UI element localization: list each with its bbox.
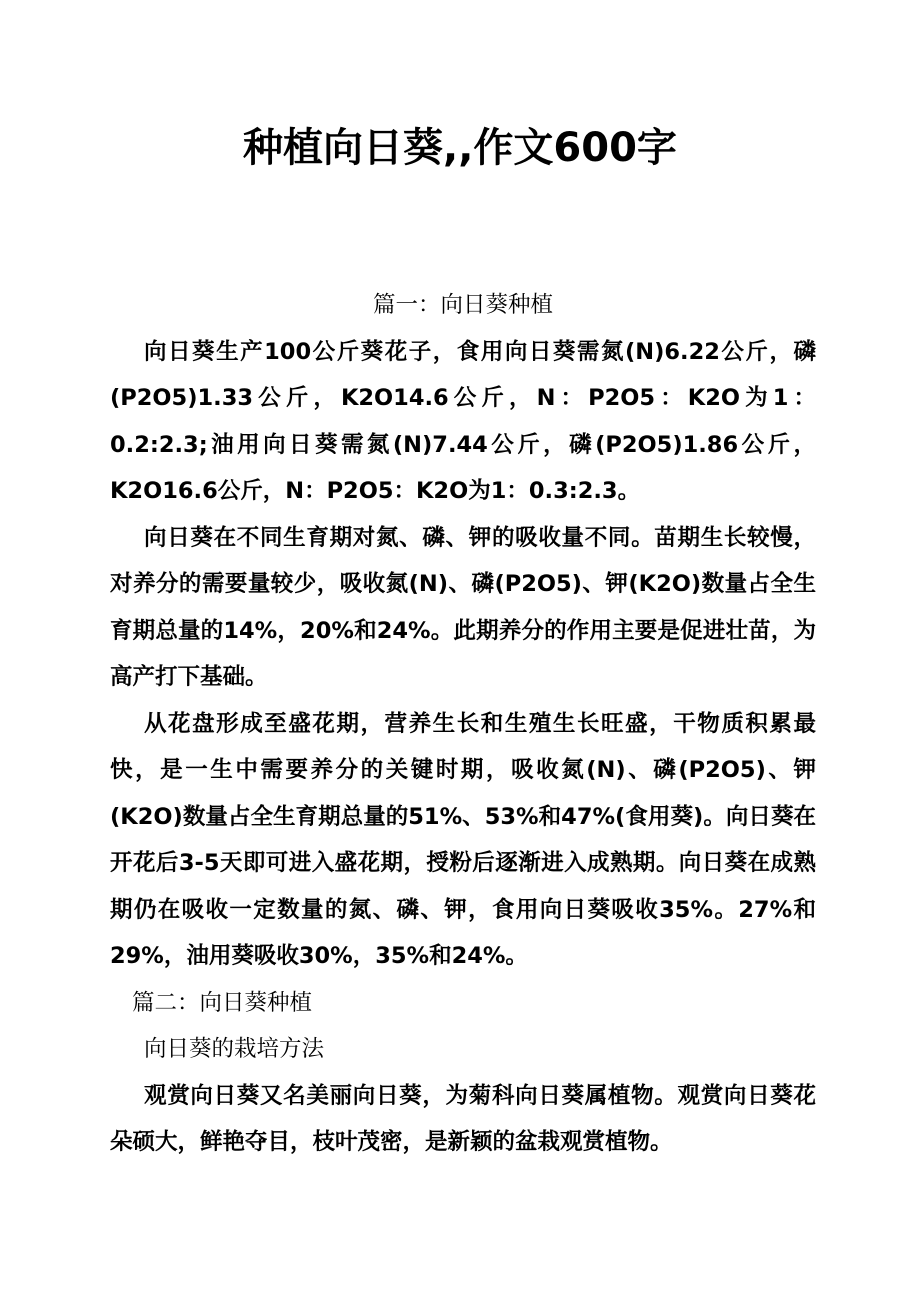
section-2-paragraph-1: 观赏向日葵又名美丽向日葵，为菊科向日葵属植物。观赏向日葵花朵硕大，鲜艳夺目，枝叶茂密，是新颖的盆栽观赏植物。	[110, 1082, 816, 1155]
section-1-paragraph-3: 从花盘形成至盛花期，营养生长和生殖生长旺盛，干物质积累最快，是一生中需要养分的关键时期，吸收氮(N)、磷(P2O5)、钾(K2O)数量占全生育期总量的51%、53%和47%(食用葵)。向日葵在开花后3-5天即可进入盛花期，授粉后逐渐进入成熟期。向日葵在成熟期仍在吸收一定数量的氮、磷、钾，食用向日葵吸收35%。27%和29%，油用葵吸收30%，35%和24%。	[110, 710, 816, 969]
section-1-paragraph-1: 向日葵生产100公斤葵花子，食用向日葵需氮(N)6.22公斤，磷(P2O5)1.33公斤，K2O14.6公斤，N：P2O5：K2O为1：0.2:2.3;油用向日葵需氮(N)7.44公斤，磷(P2O5)1.86公斤，K2O16.6公斤，N：P2O5：K2O为1：0.3:2.3。	[110, 338, 816, 504]
section-2-subheading: 向日葵的栽培方法	[144, 1036, 325, 1062]
document-body	[110, 282, 816, 1166]
document-title: 种植向日葵,,作文600字	[243, 125, 677, 171]
section-1-paragraph-2: 向日葵在不同生育期对氮、磷、钾的吸收量不同。苗期生长较慢，对养分的需要量较少，吸收氮(N)、磷(P2O5)、钾(K2O)数量占全生育期总量的14%，20%和24%。此期养分的作用主要是促进壮苗，为高产打下基础。	[110, 524, 816, 690]
section-1-heading: 篇一：向日葵种植	[372, 292, 553, 318]
section-2-heading: 篇二：向日葵种植	[132, 989, 313, 1016]
